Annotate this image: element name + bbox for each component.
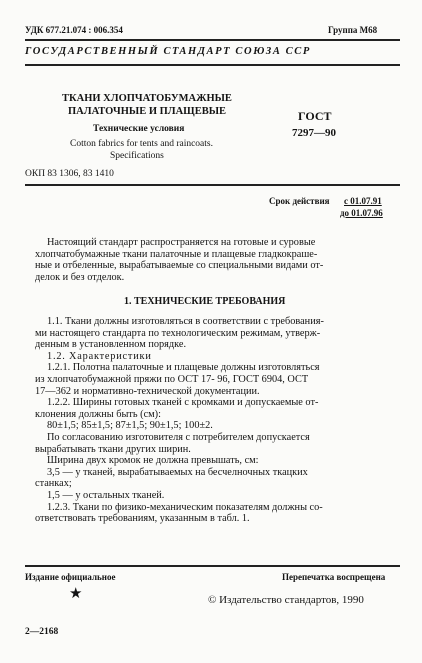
okp-rule — [25, 184, 400, 186]
body-line: из хлопчатобумажной пряжи по ОСТ 17- 96, ГОСТ 6904, ОСТ — [35, 373, 309, 385]
body-line: денным в установленном порядке. — [35, 339, 187, 351]
body-line: ми настоящего стандарта по технологическим режимам, утверж- — [35, 327, 321, 339]
okp-code: ОКП 83 1306, 83 1410 — [25, 169, 114, 179]
title-subtitle: Технические условия — [93, 124, 185, 134]
body-line: станках; — [35, 478, 72, 490]
body-line: 1,5 — у остальных тканей. — [47, 489, 165, 501]
header-rule-top — [25, 39, 400, 41]
body-line: 1.2.1. Полотна палаточные и плащевые должны изготовляться — [47, 362, 320, 374]
body-line: 17—362 и нормативно-технической документации. — [35, 385, 260, 397]
body-line: 1.2.2. Ширины готовых тканей с кромками и допускаемые от- — [47, 397, 319, 409]
body-line: 80±1,5; 85±1,5; 87±1,5; 90±1,5; 100±2. — [47, 420, 213, 432]
body-line: 1.2.3. Ткани по физико-механическим показателям должны со- — [47, 501, 323, 513]
star-icon: ★ — [69, 586, 83, 602]
body-line: клонения должны быть (см): — [35, 408, 161, 420]
validity-label: Срок действия — [269, 196, 330, 206]
banner-title: ГОСУДАРСТВЕННЫЙ СТАНДАРТ СОЮЗА ССР — [25, 46, 311, 57]
intro-paragraph — [35, 237, 385, 283]
title-line-2: ПАЛАТОЧНЫЕ И ПЛАЩЕВЫЕ — [68, 106, 227, 117]
udk-code: УДК 677.21.074 : 006.354 — [25, 25, 123, 35]
section-title: 1. ТЕХНИЧЕСКИЕ ТРЕБОВАНИЯ — [124, 296, 286, 307]
body-line: 1.1. Ткани должны изготовляться в соответствии с требования- — [47, 316, 324, 327]
gost-label: ГОСТ — [298, 109, 332, 123]
body-line: ответствовать требованиям, указанным в табл. 1. — [35, 513, 250, 525]
gost-number: 7297—90 — [292, 127, 336, 139]
intro-line: хлопчатобумажные ткани палаточные и плащевые гладкокраше- — [35, 248, 318, 260]
validity-from: с 01.07.91 — [344, 196, 382, 206]
group-code: Группа М68 — [328, 25, 378, 35]
footer-rule — [25, 565, 400, 567]
body-line: Ширина двух кромок не должна превышать, см: — [47, 455, 259, 467]
body-line: 3,5 — у тканей, вырабатываемых на бесчелночных ткацких — [47, 466, 308, 478]
title-line-1: ТКАНИ ХЛОПЧАТОБУМАЖНЫЕ — [62, 93, 232, 104]
body-line: По согласованию изготовителя с потребителем допускается — [47, 431, 310, 443]
copyright: © Издательство стандартов, 1990 — [208, 594, 364, 606]
print-code: 2—2168 — [25, 627, 59, 637]
header-rule-bottom — [25, 64, 400, 66]
reprint-notice: Перепечатка воспрещена — [282, 572, 386, 582]
intro-line: делок и без отделок. — [35, 271, 125, 283]
body-line: 1.2. Характеристики — [47, 350, 152, 362]
title-english-2: Specifications — [110, 151, 164, 161]
official-edition: Издание официальное — [25, 572, 116, 582]
title-english-1: Cotton fabrics for tents and raincoats. — [70, 139, 213, 149]
intro-line: ные и отбеленные, вырабатываемые со специальными видами от- — [35, 260, 324, 272]
body-text — [35, 316, 385, 525]
validity-to: до 01.07.96 — [340, 208, 383, 218]
body-line: вырабатывать ткани других ширин. — [35, 443, 191, 455]
intro-line: Настоящий стандарт распространяется на готовые и суровые — [47, 237, 316, 248]
